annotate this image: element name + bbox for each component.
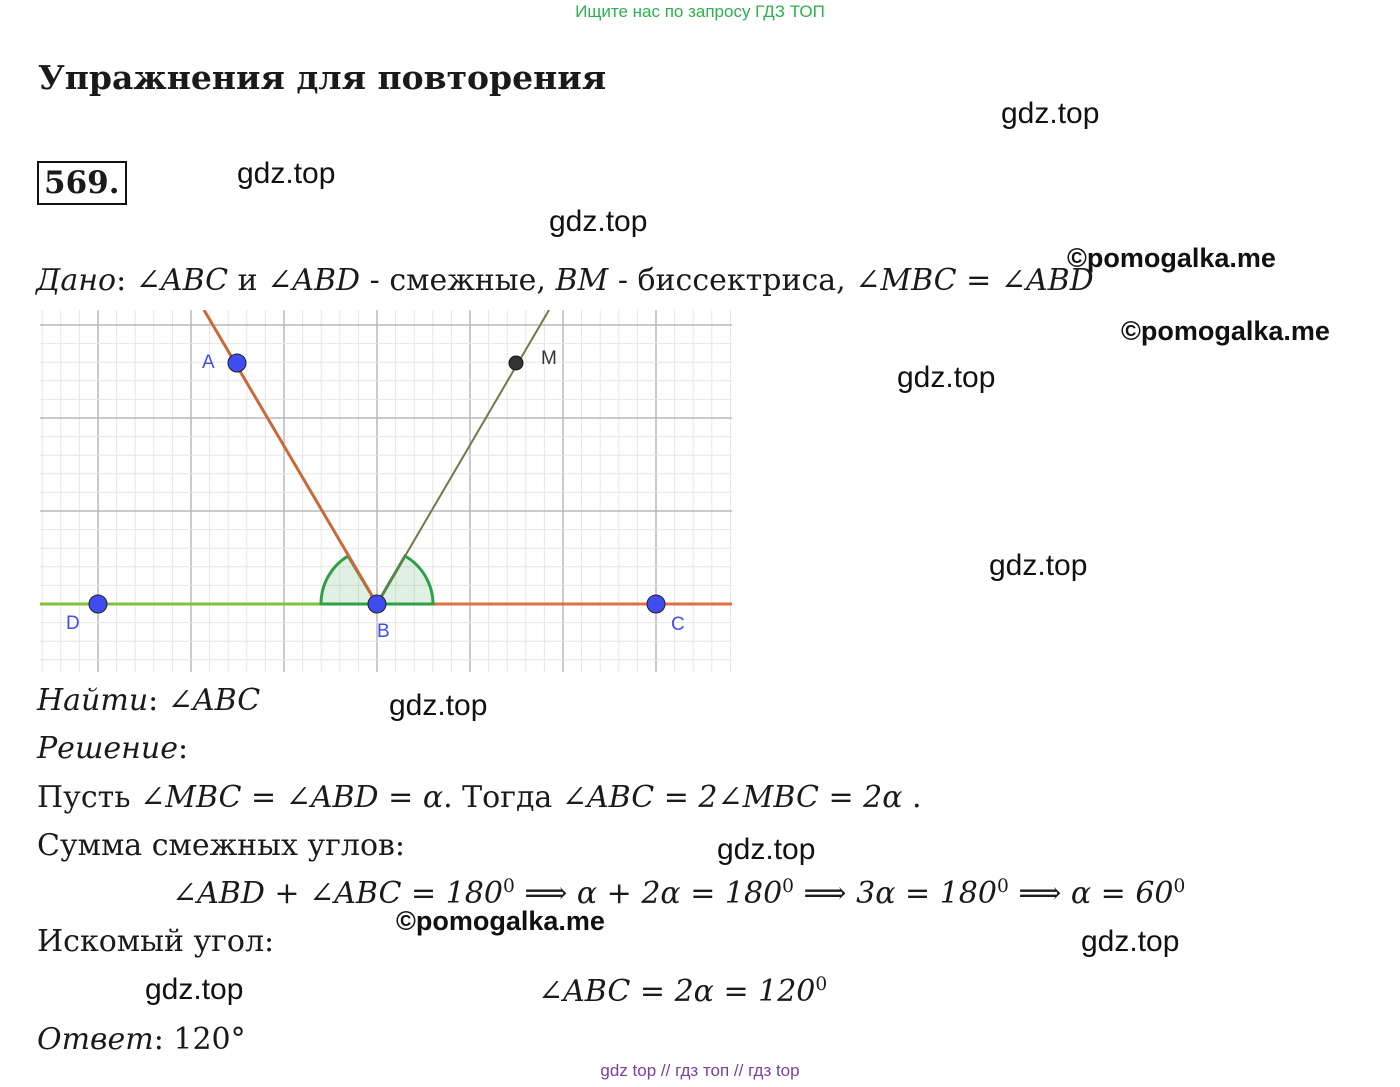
- angle-arc-mbc: [377, 556, 433, 604]
- answer-line: [37, 1022, 246, 1057]
- find-label: Найти: [37, 683, 149, 718]
- answer-value: 120°: [163, 1022, 246, 1057]
- watermark-gdz: gdz.top: [1081, 925, 1180, 958]
- point-d: [89, 595, 107, 613]
- answer-colon: :: [153, 1022, 164, 1057]
- label-d: D: [66, 613, 80, 634]
- watermark-pomogalka: ©pomogalka.me: [1121, 316, 1330, 346]
- let-line: [37, 780, 922, 815]
- degree-mark: 0: [782, 876, 795, 897]
- segment-bm: BM: [555, 263, 609, 298]
- degree-mark: 0: [502, 876, 515, 897]
- watermark-gdz: gdz.top: [389, 689, 488, 722]
- ray-ba: [204, 310, 377, 604]
- text-and: и: [228, 263, 268, 298]
- point-b: [368, 595, 386, 613]
- implies-arrow: ⟹: [794, 876, 857, 911]
- degree-mark: 0: [996, 876, 1009, 897]
- find-line: [37, 683, 260, 718]
- ray-bm: [377, 310, 549, 604]
- exercise-number: 569.: [37, 161, 127, 205]
- label-b: B: [377, 621, 390, 642]
- let-equation: ∠MBC = ∠ABD = α: [140, 780, 444, 815]
- eq-step-1: ∠ABD + ∠ABC = 180: [172, 876, 503, 911]
- sum-line: Сумма смежных углов:: [37, 828, 405, 863]
- angle-arc-abd: [321, 556, 377, 604]
- section-heading: Упражнения для повторения: [38, 58, 607, 97]
- sought-line: Искомый угол:: [37, 924, 275, 959]
- then-text: . Тогда: [443, 780, 562, 815]
- point-m: [509, 356, 523, 370]
- degree-mark: 0: [815, 974, 828, 995]
- footer-links: gdz top // гдз топ // гдз top: [600, 1061, 800, 1080]
- period: .: [902, 780, 922, 815]
- watermark-gdz: gdz.top: [1001, 97, 1100, 130]
- text-bisector: - биссектриса,: [608, 263, 856, 298]
- given-equation: ∠MBC = ∠ABD: [855, 263, 1094, 298]
- watermark-gdz: gdz.top: [989, 549, 1088, 582]
- implies-arrow: ⟹: [1008, 876, 1071, 911]
- watermark-gdz: gdz.top: [897, 361, 996, 394]
- text-adjacent: - смежные,: [360, 263, 556, 298]
- find-angle: ∠ABC: [167, 683, 261, 718]
- eq-step-3: 3α = 180: [856, 876, 997, 911]
- angle-abc: ∠ABC: [135, 263, 229, 298]
- eq-step-4: α = 60: [1070, 876, 1174, 911]
- solution-colon: :: [177, 731, 189, 766]
- watermark-gdz: gdz.top: [237, 157, 336, 190]
- let-text: Пусть: [37, 780, 141, 815]
- label-c: C: [671, 614, 685, 635]
- top-note: Ищите нас по запросу ГДЗ ТОП: [575, 2, 825, 21]
- watermark-gdz: gdz.top: [717, 833, 816, 866]
- geometry-figure: [40, 310, 732, 672]
- final-eq: ∠ABC = 2α = 120: [538, 974, 816, 1009]
- point-a: [228, 354, 246, 372]
- solution-label: Решение: [37, 731, 178, 766]
- label-a: A: [202, 352, 215, 373]
- given-colon: :: [116, 263, 127, 298]
- solution-label-line: [37, 731, 188, 766]
- eq-step-2: α + 2α = 180: [576, 876, 783, 911]
- final-equation: [538, 974, 827, 1009]
- point-c: [647, 595, 665, 613]
- watermark-pomogalka: ©pomogalka.me: [396, 906, 605, 936]
- then-equation: ∠ABC = 2∠MBC = 2α: [561, 780, 903, 815]
- watermark-gdz: gdz.top: [145, 973, 244, 1006]
- degree-mark: 0: [1173, 876, 1186, 897]
- given-line: [36, 263, 1094, 298]
- watermark-pomogalka: ©pomogalka.me: [1067, 243, 1276, 273]
- implies-arrow: ⟹: [514, 876, 577, 911]
- find-colon: :: [148, 683, 159, 718]
- answer-label: Ответ: [37, 1022, 154, 1057]
- watermark-gdz: gdz.top: [549, 205, 648, 238]
- label-m: M: [541, 348, 557, 369]
- equation-chain: [172, 876, 1185, 911]
- angle-abd: ∠ABD: [267, 263, 361, 298]
- given-label: Дано: [36, 263, 117, 298]
- grid: [40, 310, 732, 672]
